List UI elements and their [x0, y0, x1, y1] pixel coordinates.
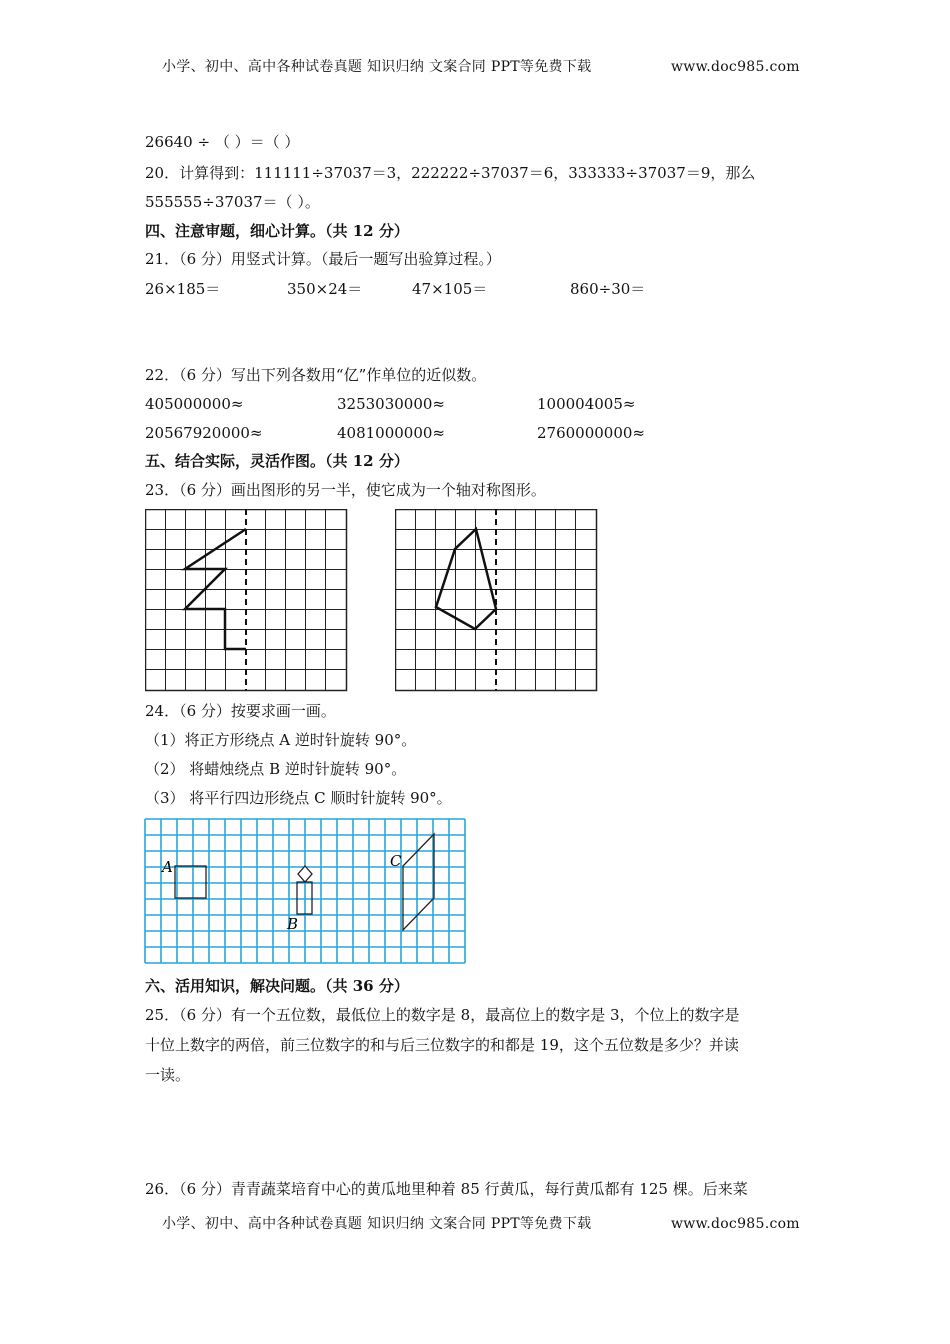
- q21-item-4: 860÷30＝: [570, 280, 646, 298]
- section-4-title: 四、注意审题，细心计算。（共 12 分）: [145, 222, 409, 240]
- section-6-title: 六、活用知识，解决问题。（共 36 分）: [145, 977, 409, 995]
- q24-label-a: A: [162, 858, 173, 876]
- q22-stem: 22．（6 分）写出下列各数用“亿”作单位的近似数。: [145, 366, 487, 384]
- q24-stem: 24．（6 分）按要求画一画。: [145, 702, 336, 720]
- q19-continuation: 26640 ÷ （ ）＝（ ）: [145, 133, 300, 151]
- section-5-title: 五、结合实际，灵活作图。（共 12 分）: [145, 452, 409, 470]
- q22-item-5: 4081000000≈: [337, 424, 446, 442]
- q24-square: [175, 866, 206, 898]
- q21-item-2: 350×24＝: [287, 280, 363, 298]
- q21-stem: 21．（6 分）用竖式计算。（最后一题写出验算过程。）: [145, 250, 501, 268]
- q23-right-shape: [436, 529, 496, 629]
- q24-label-b: B: [287, 915, 299, 933]
- q23-grid-left: [145, 509, 348, 692]
- q24-candle-flame: [298, 866, 312, 882]
- page-header-url: www.doc985.com: [671, 59, 800, 75]
- q24-item-1: （1）将正方形绕点 A 逆时针旋转 90°。: [145, 731, 417, 749]
- q20-line2: 555555÷37037＝（ ）。: [145, 193, 320, 211]
- q23-stem: 23．（6 分）画出图形的另一半，使它成为一个轴对称图形。: [145, 481, 546, 499]
- q22-item-4: 20567920000≈: [145, 424, 263, 442]
- q22-item-2: 3253030000≈: [337, 395, 446, 413]
- q22-item-3: 100004005≈: [537, 395, 636, 413]
- q24-item-3: （3） 将平行四边形绕点 C 顺时针旋转 90°。: [145, 789, 452, 807]
- q21-item-1: 26×185＝: [145, 280, 221, 298]
- q24-item-2: （2） 将蜡烛绕点 B 逆时针旋转 90°。: [145, 760, 407, 778]
- q20-line1: 20．计算得到：111111÷37037＝3，222222÷37037＝6，333333÷37037＝9，那么: [145, 164, 756, 182]
- q24-grid: [144, 818, 468, 965]
- q22-item-1: 405000000≈: [145, 395, 244, 413]
- q24-label-c: C: [390, 852, 402, 870]
- q26-line1: 26．（6 分）青青蔬菜培育中心的黄瓜地里种着 85 行黄瓜，每行黄瓜都有 125 棵。后来菜: [145, 1180, 748, 1198]
- page-footer-url: www.doc985.com: [671, 1216, 800, 1232]
- q22-item-6: 2760000000≈: [537, 424, 646, 442]
- q25-line1: 25．（6 分）有一个五位数，最低位上的数字是 8，最高位上的数字是 3，个位上的数字是: [145, 1006, 740, 1024]
- q23-grid-right: [395, 509, 598, 692]
- q21-item-3: 47×105＝: [412, 280, 488, 298]
- page-header-text: 小学、初中、高中各种试卷真题 知识归纳 文案合同 PPT等免费下载: [162, 59, 592, 75]
- q25-line2: 十位上数字的两倍，前三位数字的和与后三位数字的和都是 19，这个五位数是多少？并读: [145, 1036, 739, 1054]
- q25-line3: 一读。: [145, 1066, 191, 1084]
- page-footer-text: 小学、初中、高中各种试卷真题 知识归纳 文案合同 PPT等免费下载: [162, 1216, 592, 1232]
